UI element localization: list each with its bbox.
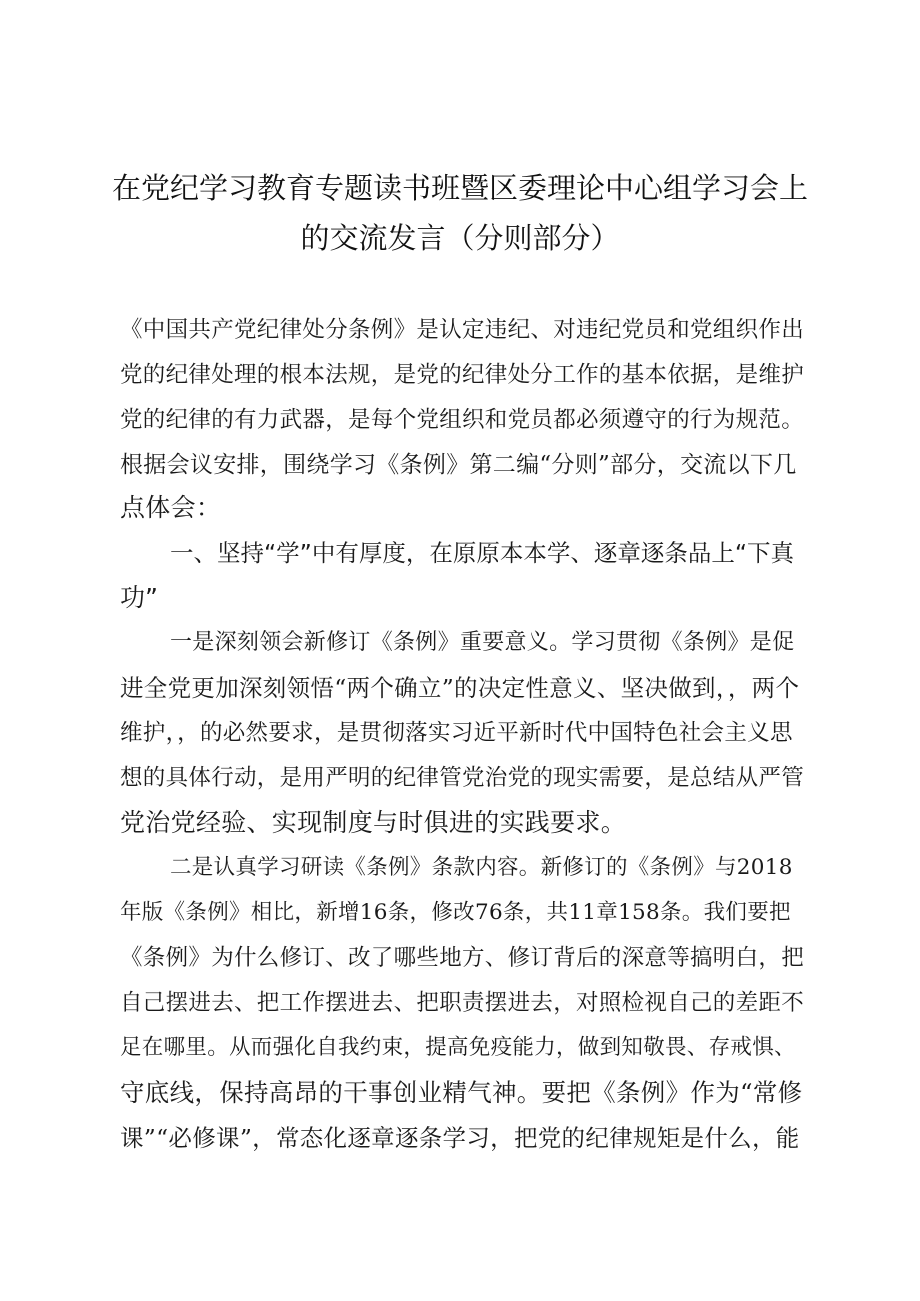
intro-line: 点体会： [120,493,222,522]
paragraph-line: 足在哪里。从而强化自我约束，提高免疫能力，做到知敬畏、存戒惧、 [120,1035,796,1060]
paragraph-line: 维护，，的必然要求，是贯彻落实习近平新时代中国特色社会主义思 [120,720,793,746]
paragraph-line: 《条例》为什么修订、改了哪些地方、修订背后的深意等搞明白，把 [120,945,805,971]
document-title-line-1: 在党纪学习教育专题读书班暨区委理论中心组学习会上 [111,171,808,205]
paragraph-line: 自己摆进去、把工作摆进去、把职责摆进去，对照检视自己的差距不 [120,990,805,1016]
paragraph-line: 一是深刻领会新修订《条例》重要意义。学习贯彻《条例》是促 [170,630,795,655]
section-heading: 功” [120,583,158,612]
intro-line: 根据会议安排，围绕学习《条例》第二编“分则”部分，交流以下几 [120,452,797,478]
paragraph-line: 党治党经验、实现制度与时俱进的实践要求。 [120,808,627,837]
paragraph-line: 进全党更加深刻领悟“两个确立”的决定性意义、坚决做到，，两个 [120,674,800,702]
document-title-line-2: 的交流发言（分则部分） [300,221,620,255]
paragraph-line: 年版《条例》相比，新增16条，修改76条，共11章158条。我们要把 [120,900,791,925]
section-heading: 一、坚持“学”中有厚度，在原原本本学、逐章逐条品上“下真 [170,539,795,567]
paragraph-line: 二是认真学习研读《条例》条款内容。新修订的《条例》与2018 [170,855,793,880]
intro-line: 《中国共产党纪律处分条例》是认定违纪、对违纪党员和党组织作出 [120,317,805,343]
paragraph-line: 守底线，保持高昂的干事创业精气神。要把《条例》作为“常修 [120,1078,803,1107]
paragraph-line: 课”“必修课”，常态化逐章逐条学习，把党的纪律规矩是什么，能 [120,1124,800,1152]
intro-line: 党的纪律处理的根本法规，是党的纪律处分工作的基本依据，是维护 [120,362,805,388]
paragraph-line: 想的具体行动，是用严明的纪律管党治党的现实需要，是总结从严管 [120,765,805,791]
intro-line: 党的纪律的有力武器，是每个党组织和党员都必须遵守的行为规范。 [120,407,805,433]
